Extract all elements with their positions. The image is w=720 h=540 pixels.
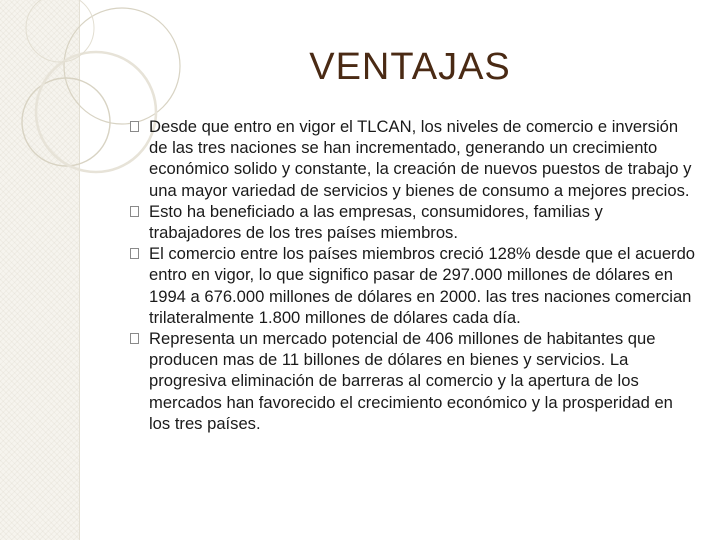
bullet-square-icon [130,248,139,259]
bullet-text: El comercio entre los países miembros creció 128% desde que el acuerdo entro en vigor, lo que significo pasar de 297.000 millones de dólares en 1994 a 676.000 millones de dólares en 2000. las tres naciones comercian trilateralmente 1.800 millones de dólares cada día. [149,244,696,327]
bullet-text: Desde que entro en vigor el TLCAN, los niveles de comercio e inversión de las tres naciones se han incrementado, generando un crecimiento económico solido y constante, la creación de nuevos puestos de trabajo y una mayor variedad de servicios y bienes de consumo a mejores precios. [149,117,692,200]
bullet-square-icon [130,121,139,132]
bullet-item [128,201,696,243]
slide-title: VENTAJAS [309,46,511,88]
bullet-text: Esto ha beneficiado a las empresas, consumidores, familias y trabajadores de los tres países miembros. [149,201,603,243]
bullet-square-icon [130,333,139,344]
bullet-item [128,328,696,434]
bullet-item [128,243,696,328]
bullet-text: Representa un mercado potencial de 406 millones de habitantes que producen mas de 11 billones de dólares en bienes y servicios. La progresiva eliminación de barreras al comercio y la apertura de los mercados han favorecido el crecimiento económico y la prosperidad en los tres países. [149,329,673,433]
bullet-item [128,116,696,201]
bullet-list [128,116,696,434]
bullet-square-icon [130,206,139,217]
